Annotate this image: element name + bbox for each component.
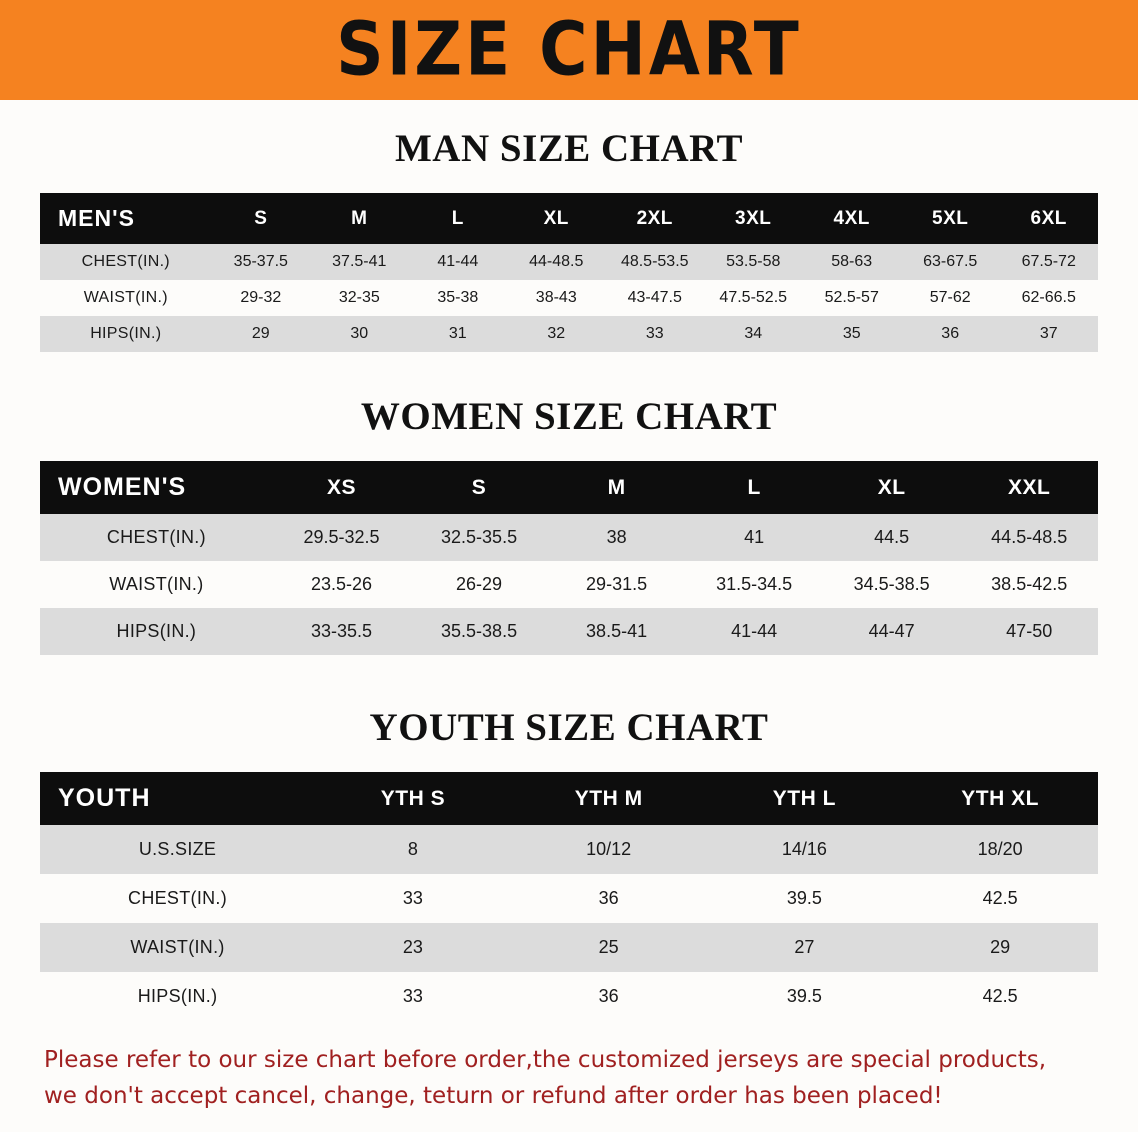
- table-cell: 47.5-52.5: [704, 280, 802, 316]
- table-cell: 29: [902, 923, 1098, 972]
- table-cell: 35: [802, 316, 900, 352]
- disclaimer-line-1: Please refer to our size chart before order,the customized jerseys are special products,: [44, 1047, 1047, 1073]
- women-table-header-row: [40, 461, 1098, 514]
- youth-table-wrapper: [0, 772, 1138, 1021]
- table-cell: 38-43: [507, 280, 605, 316]
- table-cell: 41-44: [409, 244, 507, 280]
- table-cell: 47-50: [960, 608, 1098, 655]
- man-col-header: 2XL: [606, 193, 704, 244]
- table-cell: 43-47.5: [606, 280, 704, 316]
- table-cell: 36: [901, 316, 999, 352]
- table-row: [40, 316, 1098, 352]
- table-cell: 31.5-34.5: [685, 561, 823, 608]
- table-cell: 35.5-38.5: [410, 608, 548, 655]
- disclaimer-line-2: we don't accept cancel, change, teturn or refund after order has been placed!: [44, 1082, 943, 1109]
- table-cell: 8: [315, 825, 511, 874]
- table-cell: 48.5-53.5: [606, 244, 704, 280]
- youth-col-header: YTH M: [511, 772, 707, 825]
- women-col-header: XS: [273, 461, 411, 514]
- table-cell: 39.5: [707, 972, 903, 1021]
- table-cell: 58-63: [802, 244, 900, 280]
- table-cell: 41-44: [685, 608, 823, 655]
- table-cell: 38.5-42.5: [960, 561, 1098, 608]
- page-title: SIZE CHART: [336, 6, 802, 93]
- table-row: [40, 874, 1098, 923]
- table-cell: 37: [999, 316, 1098, 352]
- table-cell: 44-47: [823, 608, 961, 655]
- table-cell: 42.5: [902, 874, 1098, 923]
- women-size-table: [40, 461, 1098, 655]
- table-cell: 33: [606, 316, 704, 352]
- youth-table-header-row: [40, 772, 1098, 825]
- table-cell: 44-48.5: [507, 244, 605, 280]
- youth-row-label: HIPS(IN.): [40, 972, 315, 1021]
- table-cell: 44.5-48.5: [960, 514, 1098, 561]
- table-cell: 26-29: [410, 561, 548, 608]
- women-row-label: WAIST(IN.): [40, 561, 273, 608]
- man-col-header: XL: [507, 193, 605, 244]
- youth-col-header: YTH S: [315, 772, 511, 825]
- table-row: [40, 972, 1098, 1021]
- table-row: [40, 514, 1098, 561]
- man-col-header: M: [310, 193, 408, 244]
- man-col-header: S: [212, 193, 310, 244]
- table-cell: 30: [310, 316, 408, 352]
- youth-row-label: CHEST(IN.): [40, 874, 315, 923]
- table-cell: 34.5-38.5: [823, 561, 961, 608]
- table-cell: 52.5-57: [802, 280, 900, 316]
- table-cell: 25: [511, 923, 707, 972]
- women-table-wrapper: [0, 461, 1138, 655]
- man-row-label: HIPS(IN.): [40, 316, 212, 352]
- man-table-wrapper: [0, 193, 1138, 352]
- table-row: [40, 608, 1098, 655]
- page-banner: [0, 0, 1138, 100]
- table-cell: 27: [707, 923, 903, 972]
- women-row-label: CHEST(IN.): [40, 514, 273, 561]
- women-col-header: XXL: [960, 461, 1098, 514]
- women-section-heading: WOMEN SIZE CHART: [360, 395, 778, 438]
- table-cell: 33: [315, 874, 511, 923]
- table-cell: 29: [212, 316, 310, 352]
- man-corner-label: MEN'S: [40, 193, 212, 244]
- table-cell: 34: [704, 316, 802, 352]
- table-cell: 35-38: [409, 280, 507, 316]
- women-col-header: M: [548, 461, 686, 514]
- table-cell: 41: [685, 514, 823, 561]
- man-col-header: 5XL: [901, 193, 999, 244]
- table-cell: 35-37.5: [212, 244, 310, 280]
- table-cell: 18/20: [902, 825, 1098, 874]
- women-col-header: XL: [823, 461, 961, 514]
- man-col-header: 3XL: [704, 193, 802, 244]
- table-cell: 23.5-26: [273, 561, 411, 608]
- women-col-header: S: [410, 461, 548, 514]
- table-row: [40, 923, 1098, 972]
- table-cell: 29.5-32.5: [273, 514, 411, 561]
- table-cell: 38.5-41: [548, 608, 686, 655]
- youth-col-header: YTH L: [707, 772, 903, 825]
- table-cell: 31: [409, 316, 507, 352]
- table-cell: 57-62: [901, 280, 999, 316]
- table-cell: 39.5: [707, 874, 903, 923]
- youth-corner-label: YOUTH: [40, 772, 315, 825]
- youth-size-table: [40, 772, 1098, 1021]
- table-cell: 29-32: [212, 280, 310, 316]
- man-row-label: WAIST(IN.): [40, 280, 212, 316]
- youth-col-header: YTH XL: [902, 772, 1098, 825]
- table-row: [40, 561, 1098, 608]
- man-table-header-row: [40, 193, 1098, 244]
- youth-row-label: U.S.SIZE: [40, 825, 315, 874]
- table-cell: 53.5-58: [704, 244, 802, 280]
- table-cell: 67.5-72: [999, 244, 1098, 280]
- table-cell: 36: [511, 972, 707, 1021]
- man-col-header: 6XL: [999, 193, 1098, 244]
- table-cell: 62-66.5: [999, 280, 1098, 316]
- man-row-label: CHEST(IN.): [40, 244, 212, 280]
- table-row: [40, 825, 1098, 874]
- man-section-heading: MAN SIZE CHART: [394, 127, 743, 170]
- table-cell: 37.5-41: [310, 244, 408, 280]
- youth-section-heading: YOUTH SIZE CHART: [369, 706, 769, 749]
- table-cell: 23: [315, 923, 511, 972]
- women-col-header: L: [685, 461, 823, 514]
- man-col-header: 4XL: [802, 193, 900, 244]
- table-cell: 44.5: [823, 514, 961, 561]
- table-cell: 32-35: [310, 280, 408, 316]
- table-cell: 29-31.5: [548, 561, 686, 608]
- table-cell: 32: [507, 316, 605, 352]
- table-cell: 42.5: [902, 972, 1098, 1021]
- women-corner-label: WOMEN'S: [40, 461, 273, 514]
- man-col-header: L: [409, 193, 507, 244]
- women-row-label: HIPS(IN.): [40, 608, 273, 655]
- youth-row-label: WAIST(IN.): [40, 923, 315, 972]
- man-size-table: [40, 193, 1098, 352]
- table-cell: 36: [511, 874, 707, 923]
- table-cell: 33-35.5: [273, 608, 411, 655]
- table-cell: 10/12: [511, 825, 707, 874]
- table-cell: 14/16: [707, 825, 903, 874]
- table-row: [40, 244, 1098, 280]
- table-cell: 32.5-35.5: [410, 514, 548, 561]
- disclaimer-note: [44, 1043, 1094, 1114]
- table-row: [40, 280, 1098, 316]
- table-cell: 38: [548, 514, 686, 561]
- table-cell: 63-67.5: [901, 244, 999, 280]
- table-cell: 33: [315, 972, 511, 1021]
